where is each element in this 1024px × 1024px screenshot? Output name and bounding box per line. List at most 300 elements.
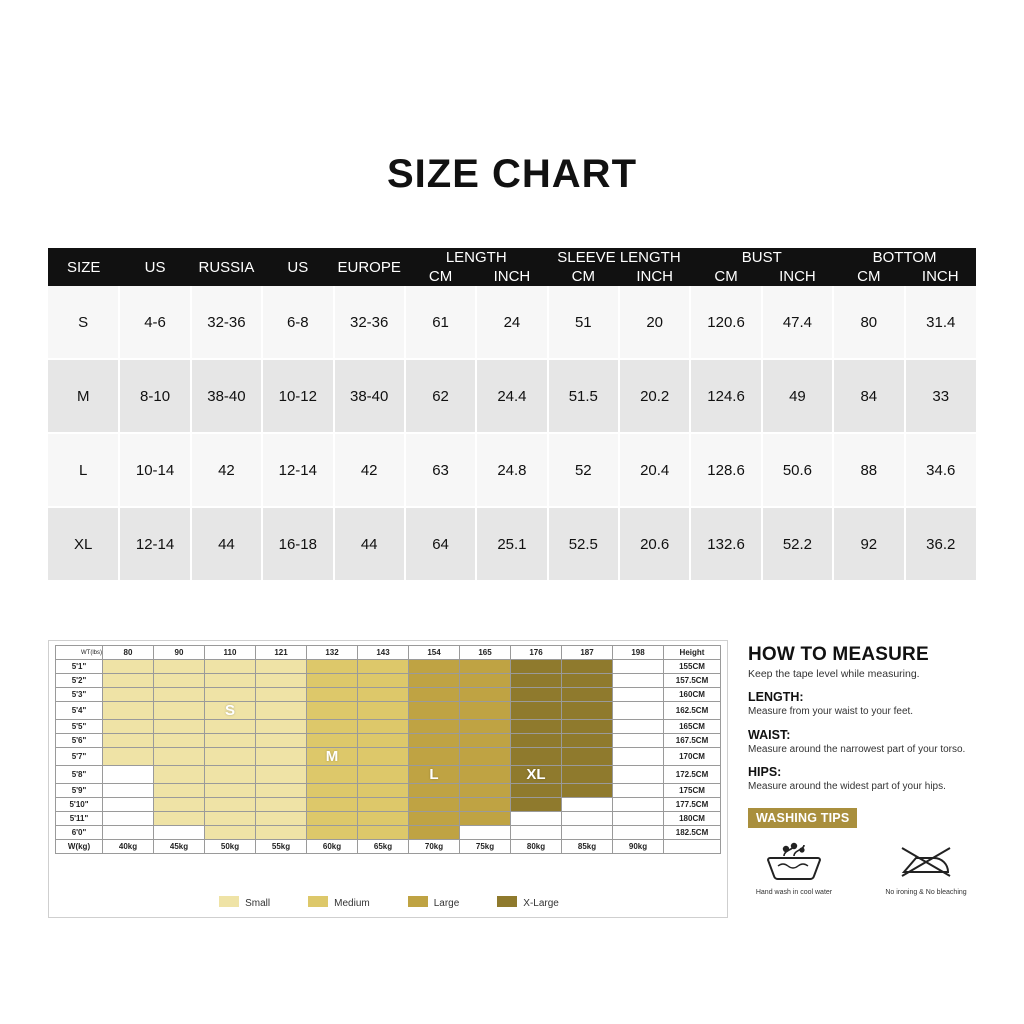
grid-weight-kg: 80kg [511,840,562,854]
table-cell: 124.6 [690,359,761,433]
grid-cell [613,688,664,702]
grid-weight-kg: 65kg [358,840,409,854]
grid-cell [562,734,613,748]
grid-weight-header: 110 [205,646,256,660]
grid-cell [154,766,205,784]
grid-cell [358,688,409,702]
hand-wash-icon [764,867,824,884]
grid-height-ft: 5'9" [56,784,103,798]
how-to-measure-subtitle: Keep the tape level while measuring. [748,668,920,680]
table-cell: 62 [405,359,476,433]
grid-cell [307,748,358,766]
table-cell: 32-36 [334,286,405,359]
grid-cell [205,766,256,784]
grid-height-cm: 180CM [664,812,721,826]
grid-height-ft: 5'8" [56,766,103,784]
grid-cell [358,702,409,720]
table-cell: 16-18 [262,507,333,580]
header-group-bust: BUST [690,248,833,267]
row-size-label: L [48,433,119,507]
grid-cell [256,702,307,720]
grid-cell [358,798,409,812]
grid-cell [511,674,562,688]
grid-cell [613,784,664,798]
grid-cell [256,748,307,766]
table-cell: 44 [191,507,262,580]
grid-weight-kg: 45kg [154,840,205,854]
grid-cell [409,798,460,812]
grid-cell [205,826,256,840]
row-size-label: M [48,359,119,433]
how-to-measure-heading: HOW TO MEASURE [748,644,929,665]
table-cell: 6-8 [262,286,333,359]
grid-weight-header: 154 [409,646,460,660]
grid-height-header: Height [664,646,721,660]
legend-label: Large [433,898,460,909]
grid-cell [358,734,409,748]
grid-cell [103,702,154,720]
grid-cell [154,784,205,798]
grid-cell [562,784,613,798]
grid-cell [358,766,409,784]
header-russia: RUSSIA [191,248,262,286]
grid-height-ft: 5'5" [56,720,103,734]
table-cell: 49 [762,359,833,433]
grid-weight-header: 176 [511,646,562,660]
measure-hips-label: HIPS: [748,765,782,779]
grid-cell [613,720,664,734]
legend-swatch [219,896,239,907]
grid-cell [562,766,613,784]
table-cell: 47.4 [762,286,833,359]
grid-cell [307,798,358,812]
grid-height-cm: 182.5CM [664,826,721,840]
legend-label: Medium [334,898,370,909]
grid-weight-header: 165 [460,646,511,660]
grid-cell [511,702,562,720]
table-cell: 42 [334,433,405,507]
grid-legend [49,896,729,909]
grid-row [56,784,721,798]
grid-row [56,674,721,688]
table-cell: 51 [548,286,619,359]
grid-cell [460,688,511,702]
grid-cell [511,798,562,812]
table-cell: 120.6 [690,286,761,359]
header-us-2: US [262,248,333,286]
grid-height-ft: 5'6" [56,734,103,748]
grid-height-ft: 5'10" [56,798,103,812]
grid-height-cm: 177.5CM [664,798,721,812]
hand-wash-caption: Hand wash in cool water [755,888,833,896]
grid-height-ft: 5'1" [56,660,103,674]
grid-cell [154,660,205,674]
header-bottom-inch: INCH [905,267,977,286]
grid-cell [358,784,409,798]
table-row [48,433,976,507]
grid-cell [205,784,256,798]
grid-cell [613,734,664,748]
legend-label: X-Large [523,898,559,909]
grid-weight-kg: 85kg [562,840,613,854]
table-cell: 20.4 [619,433,690,507]
legend-item [408,896,460,909]
table-cell: 52.5 [548,507,619,580]
grid-cell [205,688,256,702]
grid-cell [256,766,307,784]
table-cell: 92 [833,507,904,580]
table-cell: 132.6 [690,507,761,580]
grid-cell [154,826,205,840]
table-cell: 8-10 [119,359,190,433]
grid-cell [307,784,358,798]
grid-height-cm: 162.5CM [664,702,721,720]
grid-cell [613,702,664,720]
grid-cell [154,702,205,720]
header-bottom-cm: CM [833,267,904,286]
legend-swatch [497,896,517,907]
legend-swatch [308,896,328,907]
grid-cell [358,826,409,840]
grid-cell [460,702,511,720]
header-group-length: LENGTH [405,248,548,267]
header-length-inch: INCH [476,267,547,286]
grid-cell [511,688,562,702]
grid-row [56,720,721,734]
grid-cell [460,660,511,674]
grid-cell [460,674,511,688]
table-cell: 36.2 [905,507,977,580]
grid-height-cm: 160CM [664,688,721,702]
grid-row [56,660,721,674]
grid-cell [103,826,154,840]
hand-wash-item [748,840,840,897]
grid-cell [409,688,460,702]
grid-cell [256,688,307,702]
grid-cell [511,826,562,840]
grid-row [56,812,721,826]
grid-band-letter: M [325,748,339,765]
grid-cell [154,720,205,734]
grid-cell [205,748,256,766]
grid-cell [409,826,460,840]
table-cell: 80 [833,286,904,359]
grid-weight-kg: 55kg [256,840,307,854]
grid-weight-header: 132 [307,646,358,660]
grid-cell [460,798,511,812]
row-size-label: S [48,286,119,359]
table-cell: 51.5 [548,359,619,433]
table-cell: 24 [476,286,547,359]
grid-cell [154,734,205,748]
grid-cell [358,674,409,688]
legend-item [497,896,559,909]
grid-height-ft: 5'4" [56,702,103,720]
grid-weight-kg: 60kg [307,840,358,854]
table-cell: 42 [191,433,262,507]
table-cell: 24.8 [476,433,547,507]
grid-row [56,734,721,748]
grid-cell [307,826,358,840]
table-cell: 10-14 [119,433,190,507]
grid-cell [562,660,613,674]
size-table-header [48,248,976,286]
table-cell: 64 [405,507,476,580]
grid-cell [562,826,613,840]
grid-cell [511,784,562,798]
table-cell: 32-36 [191,286,262,359]
grid-cell [256,812,307,826]
grid-cell [205,720,256,734]
table-cell: 61 [405,286,476,359]
page-title: SIZE CHART [387,152,637,196]
grid-weight-header: 90 [154,646,205,660]
grid-cell [307,674,358,688]
grid-height-cm: 167.5CM [664,734,721,748]
table-cell: 50.6 [762,433,833,507]
grid-weight-header: 187 [562,646,613,660]
header-us-1: US [119,248,190,286]
grid-cell [307,660,358,674]
grid-height-cm: 157.5CM [664,674,721,688]
grid-cell [613,826,664,840]
header-bust-inch: INCH [762,267,833,286]
no-iron-no-bleach-icon [896,867,956,884]
legend-item [219,896,270,909]
legend-item [308,896,370,909]
grid-cell [613,798,664,812]
grid-cell [256,784,307,798]
table-row [48,359,976,433]
measure-hips-text: Measure around the widest part of your hips. [748,781,946,792]
grid-cell [307,720,358,734]
grid-weight-header: 121 [256,646,307,660]
grid-cell [256,734,307,748]
grid-band-letter: S [224,702,235,719]
grid-height-ft: 6'0" [56,826,103,840]
table-row [48,286,976,359]
grid-height-cm: 175CM [664,784,721,798]
grid-cell [562,674,613,688]
grid-cell [460,766,511,784]
grid-cell [154,674,205,688]
grid-cell [460,784,511,798]
grid-cell [511,812,562,826]
measure-waist-text: Measure around the narrowest part of your torso. [748,743,966,755]
size-table-header-row-groups [48,248,976,267]
grid-row [56,748,721,766]
grid-footer-label: W(kg) [56,840,103,854]
legend-swatch [408,896,428,907]
table-cell: 20 [619,286,690,359]
grid-cell [460,734,511,748]
grid-cell [307,688,358,702]
grid-cell [460,826,511,840]
grid-row [56,688,721,702]
table-cell: 38-40 [334,359,405,433]
size-table-body [48,286,976,580]
no-iron-caption: No ironing & No bleaching [885,888,967,896]
grid-cell [358,660,409,674]
table-row [48,507,976,580]
grid-cell [103,720,154,734]
grid-cell [358,720,409,734]
grid-cell [613,660,664,674]
header-group-sleeve-length: SLEEVE LENGTH [548,248,691,267]
grid-weight-header: 80 [103,646,154,660]
table-cell: 44 [334,507,405,580]
grid-cell [205,674,256,688]
grid-cell [460,812,511,826]
grid-cell [103,660,154,674]
grid-cell [205,660,256,674]
grid-cell [409,784,460,798]
header-size: SIZE [48,248,119,286]
measure-length-label: LENGTH: [748,690,804,704]
grid-height-ft: 5'2" [56,674,103,688]
grid-cell [613,748,664,766]
header-length-cm: CM [405,267,476,286]
grid-cell [103,734,154,748]
grid-cell [256,720,307,734]
table-cell: 34.6 [905,433,977,507]
table-cell: 20.2 [619,359,690,433]
table-cell: 24.4 [476,359,547,433]
washing-icons [748,840,976,897]
grid-cell [154,688,205,702]
grid-cell [409,734,460,748]
table-cell: 63 [405,433,476,507]
grid-cell [154,748,205,766]
grid-cell [409,674,460,688]
grid-cell [511,748,562,766]
grid-cell [103,784,154,798]
grid-cell [103,766,154,784]
height-weight-grid-panel [48,640,728,918]
grid-weight-kg: 50kg [205,840,256,854]
measure-waist-label: WAIST: [748,727,791,742]
table-cell: 4-6 [119,286,190,359]
grid-height-cm: 172.5CM [664,766,721,784]
header-bust-cm: CM [690,267,761,286]
grid-cell [409,720,460,734]
grid-band-letter: L [429,766,439,783]
grid-cell [307,734,358,748]
grid-cell [205,734,256,748]
header-europe: EUROPE [334,248,405,286]
grid-cell [562,688,613,702]
table-cell: 20.6 [619,507,690,580]
header-sleeve-inch: INCH [619,267,690,286]
grid-cell [562,798,613,812]
grid-cell [205,798,256,812]
grid-row [56,798,721,812]
grid-weight-kg: 90kg [613,840,664,854]
grid-cell [460,720,511,734]
height-weight-grid-body [56,646,721,854]
table-cell: 52 [548,433,619,507]
grid-cell [103,688,154,702]
grid-cell [511,766,562,784]
grid-cell [205,812,256,826]
height-weight-grid [55,645,721,854]
header-group-bottom: BOTTOM [833,248,976,267]
grid-height-ft: 5'11" [56,812,103,826]
grid-height-ft: 5'7" [56,748,103,766]
table-cell: 12-14 [262,433,333,507]
grid-cell [460,748,511,766]
washing-tips-badge: WASHING TIPS [748,808,857,828]
grid-height-ft: 5'3" [56,688,103,702]
grid-weight-kg: 70kg [409,840,460,854]
table-cell: 33 [905,359,977,433]
grid-cell [613,766,664,784]
grid-cell [409,660,460,674]
grid-cell [358,748,409,766]
grid-band-letter: XL [526,766,546,783]
legend-label: Small [245,898,271,909]
grid-cell [562,720,613,734]
grid-cell [409,702,460,720]
grid-cell [511,720,562,734]
no-iron-item [880,840,972,897]
grid-cell [307,812,358,826]
grid-cell [409,812,460,826]
measure-length-text: Measure from your waist to your feet. [748,706,914,717]
grid-cell [103,812,154,826]
grid-cell [409,766,460,784]
table-cell: 88 [833,433,904,507]
grid-weight-kg: 75kg [460,840,511,854]
grid-header-row [56,646,721,660]
grid-cell [307,766,358,784]
grid-cell [103,674,154,688]
grid-cell [256,660,307,674]
table-cell: 52.2 [762,507,833,580]
grid-row [56,766,721,784]
grid-cell [613,812,664,826]
grid-cell [409,748,460,766]
grid-cell [256,674,307,688]
header-sleeve-cm: CM [548,267,619,286]
grid-cell [562,812,613,826]
table-cell: 128.6 [690,433,761,507]
grid-weight-header: 143 [358,646,409,660]
grid-cell [511,660,562,674]
grid-footer-corner [664,840,721,854]
table-cell: 38-40 [191,359,262,433]
grid-cell [256,826,307,840]
how-to-measure-panel [748,640,976,897]
table-cell: 10-12 [262,359,333,433]
grid-cell [154,798,205,812]
grid-cell [256,798,307,812]
grid-cell [154,812,205,826]
grid-footer-row [56,840,721,854]
table-cell: 84 [833,359,904,433]
table-cell: 12-14 [119,507,190,580]
grid-cell [562,748,613,766]
grid-cell [307,702,358,720]
grid-cell [511,734,562,748]
grid-cell [103,748,154,766]
lower-section [48,640,976,920]
grid-row [56,826,721,840]
grid-corner-cell: WT(lbs) [56,646,103,660]
grid-cell [205,702,256,720]
grid-cell [103,798,154,812]
grid-cell [358,812,409,826]
